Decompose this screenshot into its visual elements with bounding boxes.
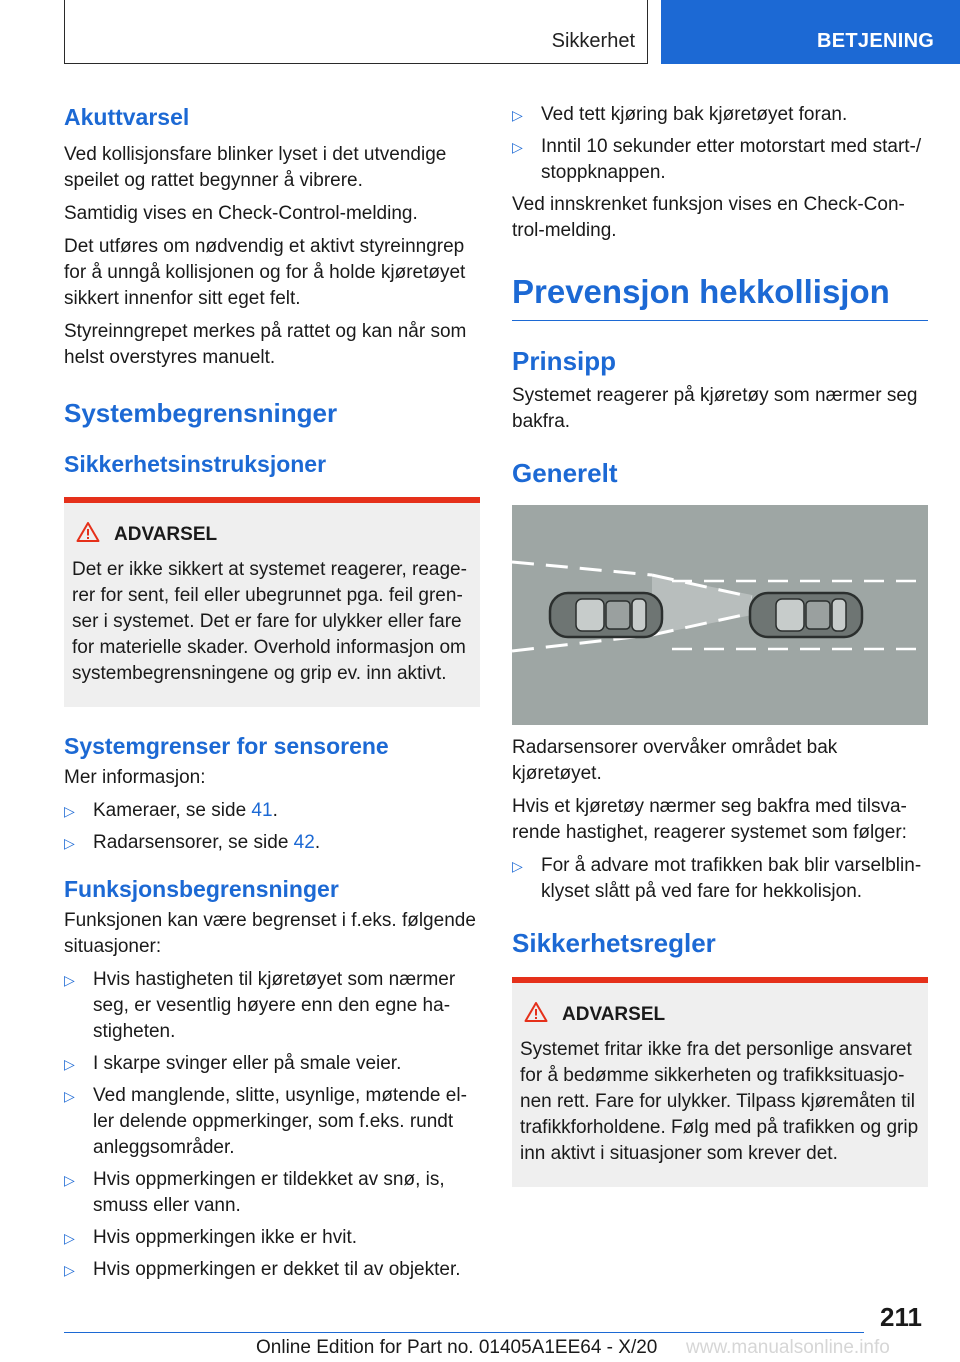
list-item: ▷ Ved tett kjøring bak kjøretøyet foran. (512, 102, 928, 128)
list-item: ▷ Hvis oppmerkingen er tildekket av snø, is, smuss eller vann. (64, 1169, 445, 1216)
rear-car-icon (550, 593, 662, 637)
footer-edition: Online Edition for Part no. 01405A1EE64 - X/20 (256, 1337, 658, 1358)
list-item: ▷ Ved manglende, slitte, usynlige, møtende eller delende oppmerkinger, som f.eks. rundt anleggsområder. (64, 1085, 467, 1158)
page-link-41[interactable]: 41 (251, 800, 273, 821)
triangle-bullet-icon: ▷ (64, 1262, 75, 1278)
funksjon-intro: Funksjonen kan være begrenset i f.eks. følgende situasjoner: (64, 910, 476, 957)
header-chapter-tab: BETJENING (661, 0, 960, 64)
prevensjon-heading: Prevensjon hekkollisjon (512, 273, 890, 310)
footer-watermark: www.manualsonline.info (686, 1337, 890, 1358)
warning-box-2 (512, 977, 928, 1187)
prinsipp-text: Systemet reagerer på kjøretøy som nærmer seg bakfra. (512, 385, 918, 432)
list-item: ▷ Radarsensorer, se side 42. (64, 830, 480, 856)
akuttvarsel-paragraph-4: Styreinngrepet merkes på rattet og kan når som helst overstyres manuelt. (64, 321, 467, 368)
triangle-bullet-icon: ▷ (64, 1088, 75, 1104)
akuttvarsel-paragraph-3: Det utføres om nødvendig et aktivt styreinngrep for å unngå kollisjonen og for å holde kjøretøyet sikkert innenfor sitt eget felt. (64, 236, 466, 309)
generelt-paragraph-1: Radarsensorer overvåker området bak kjøretøyet. (512, 737, 838, 784)
warning-triangle-icon (524, 1001, 548, 1029)
page-link-42[interactable]: 42 (293, 832, 315, 853)
list-item: ▷ I skarpe svinger eller på smale veier. (64, 1051, 480, 1077)
generelt-list (512, 853, 928, 905)
page-number: 211 (880, 1302, 922, 1332)
list-item: ▷ Hvis oppmerkingen er dekket til av objekter. (64, 1257, 480, 1283)
triangle-bullet-icon: ▷ (64, 1056, 75, 1072)
sensor-limits-heading: Systemgrenser for sensorene (64, 733, 389, 759)
list-item: ▷ Kameraer, se side 41. (64, 798, 480, 824)
header-section-title: Sikkerhet (551, 30, 635, 52)
warning-label: ADVARSEL (114, 524, 218, 545)
akuttvarsel-paragraph-2: Samtidig vises en Check-Control-melding. (64, 203, 418, 224)
sikkerhetsregler-heading: Sikkerhetsregler (512, 928, 716, 958)
front-car-icon (750, 593, 862, 637)
list-item: ▷ Hvis oppmerkingen ikke er hvit. (64, 1225, 480, 1251)
akuttvarsel-paragraph-1: Ved kollisjonsfare blinker lyset i det utvendige speilet og rattet begynner å vibrere. (64, 144, 447, 191)
warning-label: ADVARSEL (562, 1004, 666, 1025)
warning-text: Systemet fritar ikke fra det personlige ansvaret for å bedømme sikkerheten og trafikksituasjonen rett. Fare for ulykker. Tilpass kjøremåten til trafikkforholdene. Følg med på trafikken og grip inn aktivt i situasjoner som krever det. (520, 1039, 919, 1164)
warning-triangle-icon (76, 521, 100, 549)
akuttvarsel-heading: Akuttvarsel (64, 104, 190, 130)
triangle-bullet-icon: ▷ (64, 835, 75, 851)
sensor-intro: Mer informasjon: (64, 767, 206, 788)
right-column (512, 102, 928, 1187)
left-column (64, 102, 480, 1289)
prinsipp-heading: Prinsipp (512, 346, 617, 376)
triangle-bullet-icon: ▷ (512, 858, 523, 874)
triangle-bullet-icon: ▷ (64, 1230, 75, 1246)
triangle-bullet-icon: ▷ (64, 1172, 75, 1188)
sensor-list (64, 798, 480, 856)
funksjonsbegrensninger-heading: Funksjonsbegrensninger (64, 876, 339, 902)
list-item: ▷ Hvis hastigheten til kjøretøyet som nærmer seg, er vesentlig høyere enn den egne hastigheten. (64, 969, 456, 1042)
check-control-paragraph: Ved innskrenket funksjon vises en Check-Control-melding. (512, 194, 905, 241)
systembegrensninger-heading: Systembegrensninger (64, 398, 338, 428)
warning-text: Det er ikke sikkert at systemet reagerer, reagerer for sent, feil eller ubegrunnet pga. feil grenser i systemet. Det er fare for ulykker eller fare for materielle skader. Overhold informasjon om systembegrensningene og grip ev. inn aktivt. (72, 559, 467, 684)
rear-radar-illustration (512, 505, 928, 725)
generelt-heading: Generelt (512, 458, 618, 488)
warning-box-1 (64, 497, 480, 707)
list-item: ▷ Inntil 10 sekunder etter motorstart med start-/ stoppknappen. (512, 136, 922, 183)
triangle-bullet-icon: ▷ (512, 139, 523, 155)
generelt-paragraph-2: Hvis et kjøretøy nærmer seg bakfra med tilsvarende hastighet, reagerer systemet som følger: (512, 796, 907, 843)
sikkerhetsinstruksjoner-heading: Sikkerhetsinstruksjoner (64, 451, 327, 477)
triangle-bullet-icon: ▷ (512, 107, 523, 123)
triangle-bullet-icon: ▷ (64, 803, 75, 819)
continued-list (512, 102, 928, 186)
list-item: ▷ For å advare mot trafikken bak blir varselblinklyset slått på ved fare for hekkolisjon. (512, 855, 922, 902)
funksjon-list (64, 967, 480, 1283)
header-section-box (64, 0, 648, 64)
triangle-bullet-icon: ▷ (64, 972, 75, 988)
chapter-title-block (512, 272, 928, 321)
footer-rule (64, 1332, 864, 1333)
